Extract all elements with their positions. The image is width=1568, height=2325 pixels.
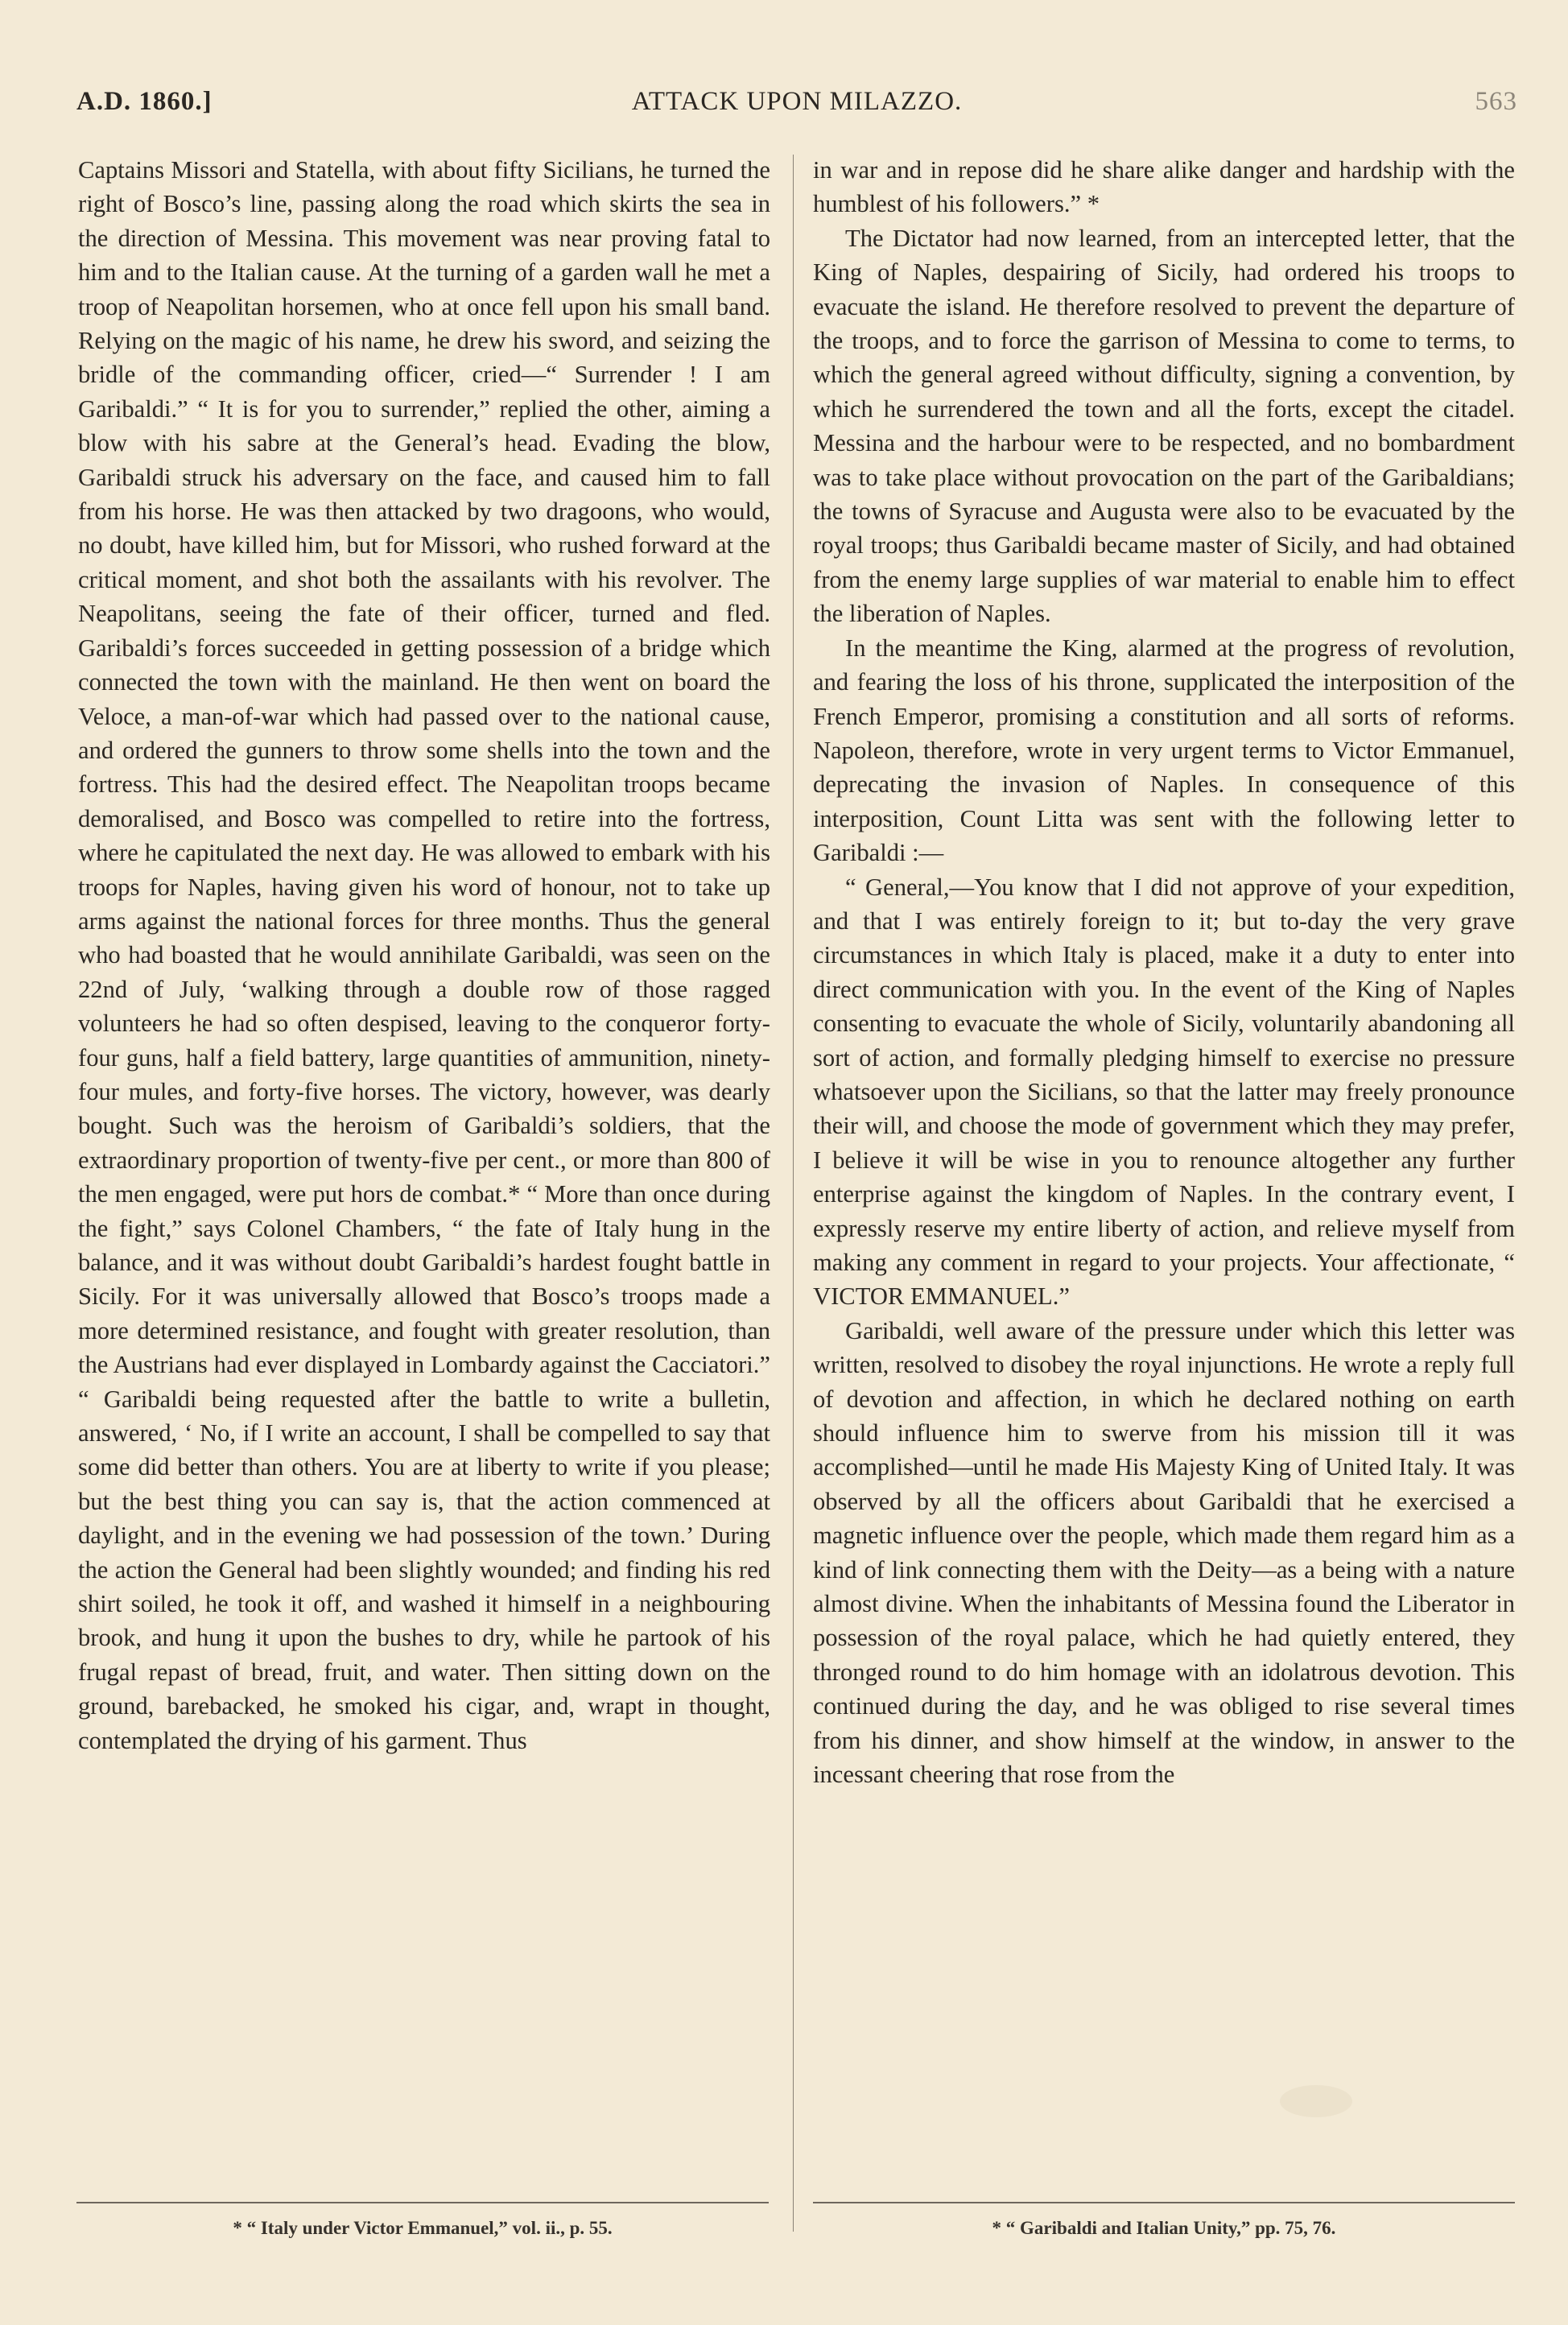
paragraph: in war and in repose did he share alike danger and hardship with the humblest of his followers.” * — [813, 156, 1515, 218]
paragraph: Garibaldi, well aware of the pressure under which this letter was written, resolved to disobey the royal injunctions. He wrote a reply full of devotion and affection, in which he declared nothing on earth should influence him to swerve from his mission till it was accomplished—until he made His Majesty King of United Italy. It was observed by all the officers about Garibaldi that he exercised a magnetic influence over the people, which made them regard him as a kind of link connecting them with the Deity—as a being with a nature almost divine. When the inhabitants of Messina found the Liberator in possession of the royal palace, which he had quietly entered, they thronged round to do him homage with an idolatrous devotion. This continued during the day, and he was obliged to rise several times from his dinner, and show himself at the window, in answer to the incessant cheering that rose from the — [813, 1316, 1515, 1789]
running-header — [76, 81, 1517, 129]
paper-stain — [1280, 2085, 1352, 2117]
paragraph: In the meantime the King, alarmed at the progress of revolution, and fearing the loss of his throne, supplicated the interposition of the French Emperor, promising a constitution and all sorts of reforms. Napoleon, therefore, wrote in very urgent terms to Victor Emmanuel, deprecating the invasion of Naples. In consequence of this interposition, Count Litta was sent with the following letter to Garibaldi :— — [813, 634, 1515, 867]
header-date: A.D. 1860.] — [76, 87, 213, 116]
header-title: ATTACK UPON MILAZZO. — [631, 87, 963, 116]
footnote-right: * “ Garibaldi and Italian Unity,” pp. 75, 76. — [992, 2218, 1336, 2238]
column-divider — [793, 155, 794, 2232]
footnote-rule-left — [76, 2202, 769, 2203]
paragraph: The Dictator had now learned, from an intercepted letter, that the King of Naples, despairing of Sicily, had ordered his troops to evacuate the island. He therefore resolved to prevent the departure of the troops, and to force the garrison of Messina to come to terms, to which the general agreed without difficulty, signing a convention, by which he surrendered the town and all the forts, except the citadel. Messina and the harbour were to be respected, and no bombardment was to take place without provocation on the part of the Garibaldians; the towns of Syracuse and Augusta were also to be evacuated by the royal troops; thus Garibaldi became master of Sicily, and had obtained from the enemy large supplies of war material to enable him to effect the liberation of Naples. — [813, 224, 1515, 628]
footnote-left: * “ Italy under Victor Emmanuel,” vol. ii., p. 55. — [233, 2218, 613, 2238]
right-column — [813, 153, 1515, 2178]
left-column — [78, 153, 770, 2178]
paragraph: Captains Missori and Statella, with about fifty Sicilians, he turned the right of Bosco’s line, passing along the road which skirts the sea in the direction of Messina. This movement was near proving fatal to him and to the Italian cause. At the turning of a garden wall he met a troop of Neapolitan horsemen, who at once fell upon his small band. Relying on the magic of his name, he drew his sword, and seizing the bridle of the commanding officer, cried—“ Surrender ! I am Garibaldi.” “ It is for you to surrender,” replied the other, aiming a blow with his sabre at the General’s head. Evading the blow, Garibaldi struck his adversary on the face, and caused him to fall from his horse. He was then attacked by two dragoons, who would, no doubt, have killed him, but for Missori, who rushed forward at the critical moment, and shot both the assailants with his revolver. The Neapolitans, seeing the fate of their officer, turned and fled. Garibaldi’s forces succeeded in getting possession of a bridge which connected the town with the mainland. He then went on board the Veloce, a man-of-war which had passed over to the national cause, and ordered the gunners to throw some shells into the town and the fortress. This had the desired effect. The Neapolitan troops became demoralised, and Bosco was compelled to retire into the fortress, where he capitulated the next day. He was allowed to embark with his troops for Naples, having given his word of honour, not to take up arms against the national forces for three months. Thus the general who had boasted that he would annihilate Garibaldi, was seen on the 22nd of July, ‘walking through a double row of those ragged volunteers he had so often despised, leaving to the conqueror forty-four guns, half a field battery, large quantities of ammunition, ninety-four mules, and forty-five horses. The victory, however, was dearly bought. Such was the heroism of Garibaldi’s soldiers, that the extraordinary proportion of twenty-five per cent., or more than 800 of the men engaged, were put hors de combat.* “ More than once during the fight,” says Colonel Chambers, “ the fate of Italy hung in the balance, and it was without doubt Garibaldi’s hardest fought battle in Sicily. For it was universally allowed that Bosco’s troops made a more determined resistance, and fought with greater resolution, than the Austrians had ever displayed in Lombardy against the Cacciatori.” “ Garibaldi being requested after the battle to write a bulletin, answered, ‘ No, if I write an account, I shall be compelled to say that some did better than others. You are at liberty to write if you please; but the best thing you can say is, that the action commenced at daylight, and in the evening we had possession of the town.’ During the action the General had been slightly wounded; and finding his red shirt soiled, he took it off, and washed it himself in a neighbouring brook, and hung it upon the bushes to dry, while he partook of his frugal repast of bread, fruit, and water. Then sitting down on the ground, barebacked, he smoked his cigar, and, wrapt in thought, contemplated the drying of his garment. Thus — [78, 156, 770, 1754]
footnote-rule-right — [813, 2202, 1515, 2203]
letter-paragraph: “ General,—You know that I did not approve of your expedition, and that I was entirely foreign to it; but to-day the very grave circumstances in which Italy is placed, make it a duty to enter into direct communication with you. In the event of the King of Naples consenting to evacuate the whole of Sicily, voluntarily abandoning all sort of action, and formally pledging himself to exercise no pressure whatsoever upon the Sicilians, so that the latter may freely pronounce their will, and choose the mode of government which they may prefer, I believe it will be wise in you to renounce altogether any further enterprise against the kingdom of Naples. In the contrary event, I expressly reserve my entire liberty of action, and relieve myself from making any comment in regard to your projects. Your affectionate, “ VICTOR EMMANUEL.” — [813, 873, 1515, 1311]
page-number: 563 — [1475, 87, 1517, 116]
